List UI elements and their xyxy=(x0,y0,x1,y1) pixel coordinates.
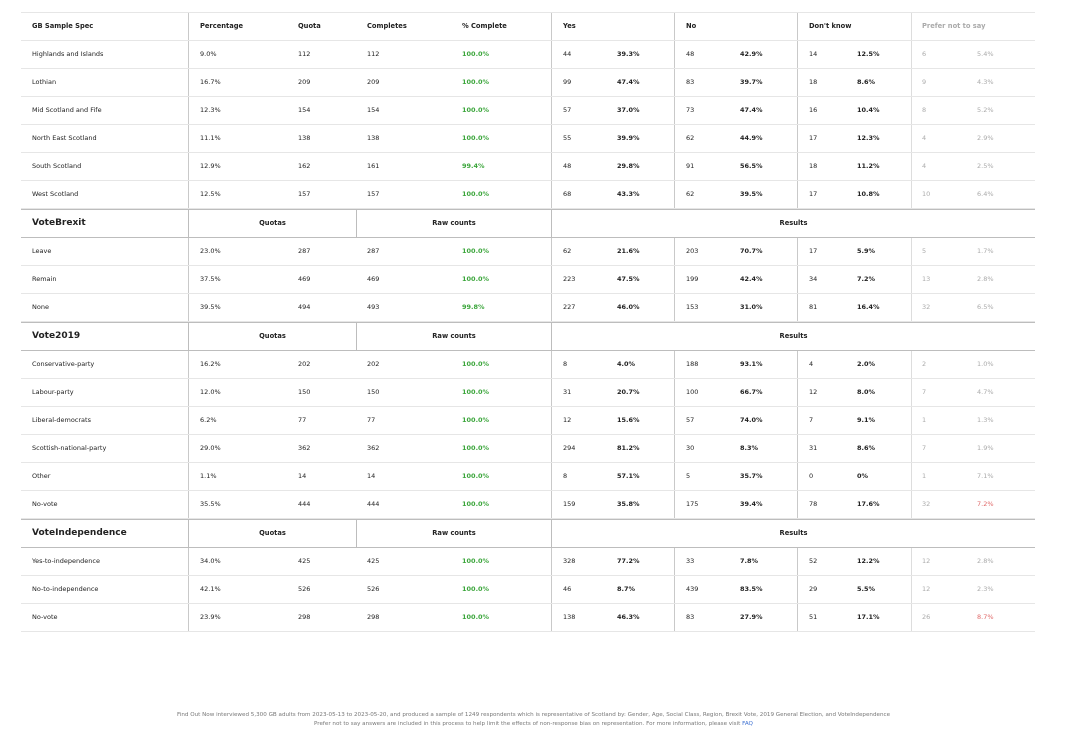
cell-dk-n: 18 xyxy=(809,78,818,86)
cell-yes-p: 39.3% xyxy=(617,50,640,58)
cell-pn-p: 5.2% xyxy=(977,106,994,114)
section-quotas-label: Quotas xyxy=(259,332,286,340)
cell-dk-p: 16.4% xyxy=(857,303,880,311)
cell-dk-p: 5.9% xyxy=(857,247,876,255)
cell-dk-n: 7 xyxy=(809,416,814,424)
cell-pn-n: 8 xyxy=(922,106,927,114)
cell-pn-n: 10 xyxy=(922,190,931,198)
cell-pn-p: 5.4% xyxy=(977,50,994,58)
cell-dk-p: 11.2% xyxy=(857,162,880,170)
cell-completes: 77 xyxy=(367,416,376,424)
cell-yes-n: 8 xyxy=(563,472,568,480)
table-row xyxy=(21,491,1035,519)
table-row xyxy=(21,153,1035,181)
cell-pn-n: 7 xyxy=(922,388,927,396)
cell-pct: 1.1% xyxy=(200,472,217,480)
footer-line-1: Find Out Now interviewed 5,300 GB adults from 2023-05-13 to 2023-05-20, and produced a sample of 1249 respondents which is representative of Scotland by: Gender, Age, Social Class, Region, Brexit Vote, 2019 General Election, and VoteIndependence xyxy=(176,712,891,718)
cell-no-n: 30 xyxy=(686,444,695,452)
cell-pn-p: 1.9% xyxy=(977,444,994,452)
cell-pct: 35.5% xyxy=(200,500,221,508)
cell-no-n: 62 xyxy=(686,134,695,142)
section-title: VoteIndependence xyxy=(32,528,127,538)
cell-dk-p: 10.8% xyxy=(857,190,880,198)
cell-dk-n: 31 xyxy=(809,444,818,452)
cell-pct: 9.0% xyxy=(200,50,217,58)
cell-dk-n: 0 xyxy=(809,472,814,480)
cell-yes-p: 46.0% xyxy=(617,303,640,311)
cell-quota: 425 xyxy=(298,557,311,565)
cell-completes: 202 xyxy=(367,360,380,368)
cell-completes: 161 xyxy=(367,162,380,170)
cell-yes-p: 77.2% xyxy=(617,557,640,565)
cell-complete: 100.0% xyxy=(462,416,490,424)
cell-dk-p: 8.6% xyxy=(857,78,876,86)
cell-dk-p: 17.1% xyxy=(857,613,880,621)
cell-pn-n: 12 xyxy=(922,557,931,565)
cell-no-p: 44.9% xyxy=(740,134,763,142)
cell-completes: 526 xyxy=(367,585,380,593)
footer-line-2-text: Prefer not to say answers are included in this process to help limit the effects of non-response bias on representation. For more information, please visit xyxy=(314,721,741,727)
cell-dk-p: 5.5% xyxy=(857,585,876,593)
cell-label: No-vote xyxy=(32,613,58,621)
cell-yes-n: 62 xyxy=(563,247,572,255)
section-raw-counts-label: Raw counts xyxy=(432,332,476,340)
table-row xyxy=(21,463,1035,491)
section-results-label: Results xyxy=(779,529,808,537)
cell-pn-n: 32 xyxy=(922,303,931,311)
cell-no-n: 91 xyxy=(686,162,695,170)
cell-no-n: 439 xyxy=(686,585,699,593)
cell-pn-p: 7.1% xyxy=(977,472,994,480)
cell-no-n: 73 xyxy=(686,106,695,114)
cell-yes-p: 43.3% xyxy=(617,190,640,198)
cell-pn-p: 4.7% xyxy=(977,388,994,396)
cell-no-n: 62 xyxy=(686,190,695,198)
cell-no-p: 56.5% xyxy=(740,162,763,170)
cell-pct: 11.1% xyxy=(200,134,221,142)
cell-completes: 444 xyxy=(367,500,380,508)
cell-completes: 138 xyxy=(367,134,380,142)
header-quota: Quota xyxy=(298,22,321,30)
table-row xyxy=(21,407,1035,435)
cell-label: Liberal-democrats xyxy=(32,416,91,424)
cell-yes-p: 21.6% xyxy=(617,247,640,255)
cell-no-p: 47.4% xyxy=(740,106,763,114)
cell-pn-p: 7.2% xyxy=(977,500,994,508)
cell-dk-n: 29 xyxy=(809,585,818,593)
cell-no-n: 100 xyxy=(686,388,699,396)
cell-quota: 469 xyxy=(298,275,311,283)
cell-yes-n: 55 xyxy=(563,134,572,142)
cell-label: Highlands and Islands xyxy=(32,50,104,58)
cell-pn-p: 1.0% xyxy=(977,360,994,368)
cell-yes-n: 328 xyxy=(563,557,576,565)
cell-quota: 202 xyxy=(298,360,311,368)
cell-no-n: 175 xyxy=(686,500,699,508)
table-header-row xyxy=(21,12,1035,41)
cell-no-p: 74.0% xyxy=(740,416,763,424)
cell-dk-p: 12.5% xyxy=(857,50,880,58)
cell-complete: 100.0% xyxy=(462,472,490,480)
cell-dk-p: 7.2% xyxy=(857,275,876,283)
table-row xyxy=(21,238,1035,266)
cell-completes: 150 xyxy=(367,388,380,396)
cell-pct: 37.5% xyxy=(200,275,221,283)
section-title: Vote2019 xyxy=(32,331,81,341)
cell-label: North East Scotland xyxy=(32,134,97,142)
table-row xyxy=(21,181,1035,209)
cell-pct: 42.1% xyxy=(200,585,221,593)
cell-completes: 493 xyxy=(367,303,380,311)
header-dont-know: Don't know xyxy=(809,22,852,30)
table-row xyxy=(21,266,1035,294)
cell-pn-n: 1 xyxy=(922,472,927,480)
cell-completes: 157 xyxy=(367,190,380,198)
cell-pct: 12.9% xyxy=(200,162,221,170)
cell-no-p: 42.4% xyxy=(740,275,763,283)
cell-completes: 209 xyxy=(367,78,380,86)
cell-completes: 425 xyxy=(367,557,380,565)
cell-complete: 100.0% xyxy=(462,557,490,565)
cell-dk-n: 16 xyxy=(809,106,818,114)
cell-pn-n: 4 xyxy=(922,162,927,170)
cell-dk-p: 8.0% xyxy=(857,388,876,396)
cell-pct: 23.9% xyxy=(200,613,221,621)
cell-pn-n: 13 xyxy=(922,275,931,283)
cell-dk-p: 2.0% xyxy=(857,360,876,368)
cell-complete: 100.0% xyxy=(462,106,490,114)
table-row xyxy=(21,97,1035,125)
cell-no-n: 153 xyxy=(686,303,699,311)
cell-label: South Scotland xyxy=(32,162,82,170)
cell-yes-n: 31 xyxy=(563,388,572,396)
section-quotas-label: Quotas xyxy=(259,219,286,227)
cell-no-p: 35.7% xyxy=(740,472,763,480)
cell-complete: 100.0% xyxy=(462,247,490,255)
table-row xyxy=(21,125,1035,153)
cell-quota: 526 xyxy=(298,585,311,593)
cell-yes-n: 227 xyxy=(563,303,576,311)
cell-complete: 100.0% xyxy=(462,190,490,198)
cell-dk-n: 17 xyxy=(809,247,818,255)
cell-quota: 150 xyxy=(298,388,311,396)
cell-no-n: 83 xyxy=(686,78,695,86)
cell-yes-n: 46 xyxy=(563,585,572,593)
table-row xyxy=(21,576,1035,604)
cell-pn-p: 2.8% xyxy=(977,557,994,565)
cell-pct: 12.5% xyxy=(200,190,221,198)
cell-label: Labour-party xyxy=(32,388,74,396)
cell-complete: 100.0% xyxy=(462,613,490,621)
cell-pn-p: 6.5% xyxy=(977,303,994,311)
cell-no-p: 39.7% xyxy=(740,78,763,86)
cell-yes-p: 4.0% xyxy=(617,360,636,368)
cell-no-n: 33 xyxy=(686,557,695,565)
cell-yes-n: 159 xyxy=(563,500,576,508)
cell-complete: 99.4% xyxy=(462,162,485,170)
cell-dk-n: 17 xyxy=(809,190,818,198)
cell-pn-n: 32 xyxy=(922,500,931,508)
cell-no-n: 57 xyxy=(686,416,695,424)
header-no: No xyxy=(686,22,697,30)
region-rows xyxy=(21,41,1035,209)
cell-complete: 100.0% xyxy=(462,134,490,142)
cell-yes-p: 81.2% xyxy=(617,444,640,452)
cell-quota: 138 xyxy=(298,134,311,142)
cell-dk-p: 0% xyxy=(857,472,869,480)
faq-link[interactable]: FAQ xyxy=(742,721,753,727)
cell-yes-n: 48 xyxy=(563,162,572,170)
cell-yes-n: 99 xyxy=(563,78,572,86)
cell-dk-n: 4 xyxy=(809,360,814,368)
cell-no-n: 83 xyxy=(686,613,695,621)
cell-no-p: 31.0% xyxy=(740,303,763,311)
cell-complete: 100.0% xyxy=(462,500,490,508)
cell-pct: 29.0% xyxy=(200,444,221,452)
cell-label: Yes-to-independence xyxy=(32,557,100,565)
cell-yes-n: 294 xyxy=(563,444,576,452)
cell-no-p: 7.8% xyxy=(740,557,759,565)
cell-yes-p: 57.1% xyxy=(617,472,640,480)
cell-no-n: 188 xyxy=(686,360,699,368)
cell-complete: 100.0% xyxy=(462,360,490,368)
footer-note xyxy=(0,711,1067,729)
cell-pn-p: 1.3% xyxy=(977,416,994,424)
cell-dk-n: 12 xyxy=(809,388,818,396)
cell-completes: 469 xyxy=(367,275,380,283)
cell-dk-p: 12.2% xyxy=(857,557,880,565)
cell-pn-p: 2.5% xyxy=(977,162,994,170)
cell-yes-p: 20.7% xyxy=(617,388,640,396)
cell-pn-p: 1.7% xyxy=(977,247,994,255)
cell-no-p: 83.5% xyxy=(740,585,763,593)
cell-pn-n: 1 xyxy=(922,416,927,424)
cell-dk-p: 8.6% xyxy=(857,444,876,452)
cell-quota: 77 xyxy=(298,416,307,424)
cell-label: None xyxy=(32,303,49,311)
cell-no-n: 48 xyxy=(686,50,695,58)
cell-no-n: 199 xyxy=(686,275,699,283)
footer-line-2 xyxy=(0,720,1067,729)
sections xyxy=(21,209,1035,632)
header-prefer-not: Prefer not to say xyxy=(922,22,986,30)
cell-complete: 100.0% xyxy=(462,388,490,396)
cell-yes-p: 15.6% xyxy=(617,416,640,424)
cell-completes: 112 xyxy=(367,50,380,58)
cell-label: Lothian xyxy=(32,78,57,86)
cell-pct: 23.0% xyxy=(200,247,221,255)
section-raw-counts-label: Raw counts xyxy=(432,529,476,537)
cell-no-p: 8.3% xyxy=(740,444,759,452)
cell-yes-p: 47.5% xyxy=(617,275,640,283)
cell-pn-p: 2.8% xyxy=(977,275,994,283)
cell-quota: 154 xyxy=(298,106,311,114)
cell-pn-n: 5 xyxy=(922,247,927,255)
cell-yes-n: 138 xyxy=(563,613,576,621)
cell-yes-n: 223 xyxy=(563,275,576,283)
quota-table xyxy=(21,12,1035,632)
cell-label: No-vote xyxy=(32,500,58,508)
cell-quota: 14 xyxy=(298,472,307,480)
table-row xyxy=(21,379,1035,407)
cell-yes-p: 8.7% xyxy=(617,585,636,593)
cell-complete: 100.0% xyxy=(462,585,490,593)
cell-pct: 12.3% xyxy=(200,106,221,114)
cell-pn-n: 4 xyxy=(922,134,927,142)
cell-dk-n: 52 xyxy=(809,557,818,565)
cell-quota: 494 xyxy=(298,303,311,311)
table-row xyxy=(21,41,1035,69)
cell-label: Mid Scotland and Fife xyxy=(32,106,102,114)
cell-completes: 287 xyxy=(367,247,380,255)
cell-yes-p: 46.3% xyxy=(617,613,640,621)
header-pct-complete: % Complete xyxy=(462,22,507,30)
cell-pct: 16.7% xyxy=(200,78,221,86)
section-raw-counts-label: Raw counts xyxy=(432,219,476,227)
cell-pn-p: 2.9% xyxy=(977,134,994,142)
cell-quota: 157 xyxy=(298,190,311,198)
table-row xyxy=(21,294,1035,322)
cell-label: No-to-independence xyxy=(32,585,99,593)
cell-quota: 444 xyxy=(298,500,311,508)
section-header-row xyxy=(21,209,1035,238)
cell-yes-p: 35.8% xyxy=(617,500,640,508)
section-results-label: Results xyxy=(779,219,808,227)
cell-pn-p: 2.3% xyxy=(977,585,994,593)
cell-label: Leave xyxy=(32,247,52,255)
cell-dk-n: 14 xyxy=(809,50,818,58)
cell-yes-n: 44 xyxy=(563,50,572,58)
cell-dk-n: 78 xyxy=(809,500,818,508)
cell-dk-n: 17 xyxy=(809,134,818,142)
cell-pct: 34.0% xyxy=(200,557,221,565)
cell-pn-p: 6.4% xyxy=(977,190,994,198)
cell-pn-p: 4.3% xyxy=(977,78,994,86)
cell-complete: 100.0% xyxy=(462,50,490,58)
cell-yes-p: 47.4% xyxy=(617,78,640,86)
cell-pn-n: 6 xyxy=(922,50,927,58)
section-quotas-label: Quotas xyxy=(259,529,286,537)
cell-yes-p: 37.0% xyxy=(617,106,640,114)
cell-complete: 100.0% xyxy=(462,444,490,452)
cell-label: Scottish-national-party xyxy=(32,444,107,452)
cell-yes-p: 29.8% xyxy=(617,162,640,170)
cell-quota: 162 xyxy=(298,162,311,170)
cell-yes-n: 68 xyxy=(563,190,572,198)
cell-label: Other xyxy=(32,472,51,480)
cell-no-p: 93.1% xyxy=(740,360,763,368)
table-row xyxy=(21,435,1035,463)
cell-dk-p: 10.4% xyxy=(857,106,880,114)
cell-yes-p: 39.9% xyxy=(617,134,640,142)
cell-dk-n: 34 xyxy=(809,275,818,283)
table-row xyxy=(21,548,1035,576)
cell-no-p: 70.7% xyxy=(740,247,763,255)
cell-complete: 100.0% xyxy=(462,275,490,283)
cell-quota: 362 xyxy=(298,444,311,452)
table-row xyxy=(21,604,1035,632)
cell-pct: 16.2% xyxy=(200,360,221,368)
cell-completes: 298 xyxy=(367,613,380,621)
cell-quota: 287 xyxy=(298,247,311,255)
cell-no-n: 203 xyxy=(686,247,699,255)
cell-no-p: 39.4% xyxy=(740,500,763,508)
cell-label: Remain xyxy=(32,275,57,283)
cell-pn-n: 7 xyxy=(922,444,927,452)
table-row xyxy=(21,351,1035,379)
cell-pn-p: 8.7% xyxy=(977,613,994,621)
header-completes: Completes xyxy=(367,22,407,30)
cell-quota: 298 xyxy=(298,613,311,621)
header-percentage: Percentage xyxy=(200,22,244,30)
cell-yes-n: 8 xyxy=(563,360,568,368)
cell-quota: 209 xyxy=(298,78,311,86)
cell-no-p: 27.9% xyxy=(740,613,763,621)
cell-completes: 154 xyxy=(367,106,380,114)
cell-pn-n: 12 xyxy=(922,585,931,593)
header-yes: Yes xyxy=(563,22,576,30)
cell-no-p: 39.5% xyxy=(740,190,763,198)
cell-pct: 6.2% xyxy=(200,416,217,424)
cell-pn-n: 2 xyxy=(922,360,927,368)
cell-completes: 14 xyxy=(367,472,376,480)
cell-yes-n: 57 xyxy=(563,106,572,114)
section-title: VoteBrexit xyxy=(32,218,86,228)
table-row xyxy=(21,69,1035,97)
cell-yes-n: 12 xyxy=(563,416,572,424)
cell-complete: 100.0% xyxy=(462,78,490,86)
cell-quota: 112 xyxy=(298,50,311,58)
section-header-row xyxy=(21,322,1035,351)
cell-no-n: 5 xyxy=(686,472,691,480)
cell-label: West Scotland xyxy=(32,190,79,198)
cell-dk-p: 17.6% xyxy=(857,500,880,508)
section-results-label: Results xyxy=(779,332,808,340)
cell-dk-p: 12.3% xyxy=(857,134,880,142)
cell-no-p: 66.7% xyxy=(740,388,763,396)
header-spec: GB Sample Spec xyxy=(32,22,94,30)
cell-no-p: 42.9% xyxy=(740,50,763,58)
cell-pct: 39.5% xyxy=(200,303,221,311)
cell-dk-n: 18 xyxy=(809,162,818,170)
cell-completes: 362 xyxy=(367,444,380,452)
cell-pn-n: 9 xyxy=(922,78,927,86)
cell-pn-n: 26 xyxy=(922,613,931,621)
cell-pct: 12.0% xyxy=(200,388,221,396)
cell-dk-n: 51 xyxy=(809,613,818,621)
cell-label: Conservative-party xyxy=(32,360,95,368)
section-header-row xyxy=(21,519,1035,548)
cell-dk-p: 9.1% xyxy=(857,416,876,424)
cell-complete: 99.8% xyxy=(462,303,485,311)
cell-dk-n: 81 xyxy=(809,303,818,311)
